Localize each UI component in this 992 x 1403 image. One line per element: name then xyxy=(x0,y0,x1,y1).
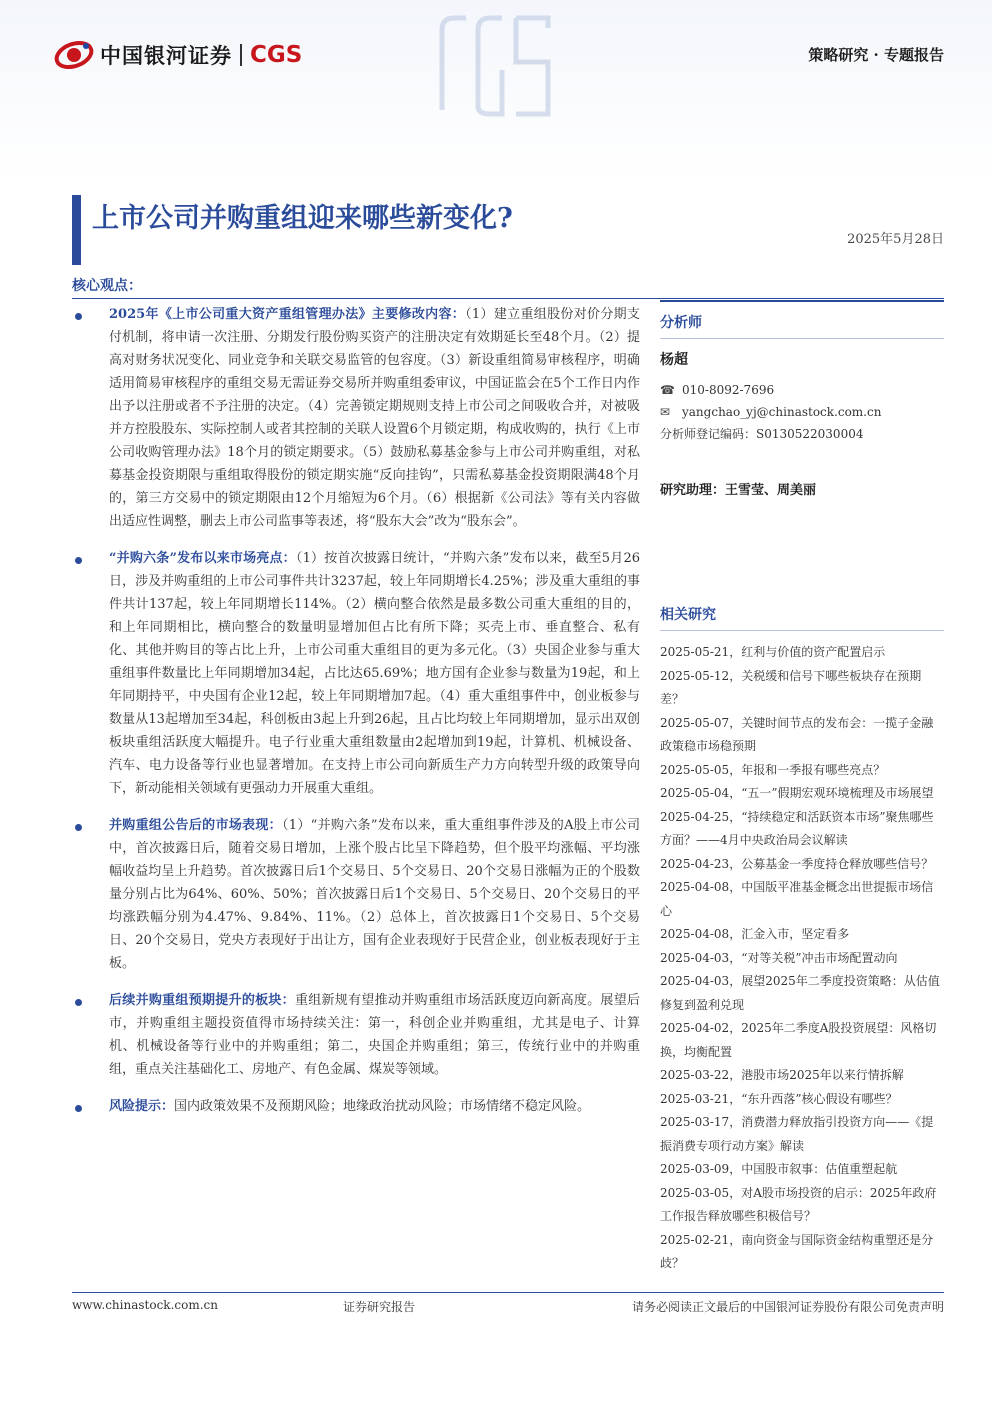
analyst-heading: 分析师 xyxy=(660,315,702,331)
core-view-lead: “并购六条”发布以来市场亮点： xyxy=(109,551,296,566)
analyst-email-address[interactable]: yangchao_yj@chinastock.com.cn xyxy=(682,405,882,419)
footer-disclaimer: 请务必阅读正文最后的中国银河证券股份有限公司免责声明 xyxy=(631,1300,944,1314)
related-research-item[interactable]: 2025-04-23，公募基金一季度持仓释放哪些信号？ xyxy=(660,856,934,871)
mail-icon: ✉ xyxy=(660,405,671,419)
related-research-item[interactable]: 2025-05-05，年报和一季报有哪些亮点？ xyxy=(660,762,886,777)
related-research-item[interactable]: 2025-04-03，展望2025年二季度投资策略：从估值修复到盈利兑现 xyxy=(660,974,940,1012)
core-view-lead: 后续并购重组预期提升的板块： xyxy=(109,993,295,1008)
core-view-item xyxy=(72,814,640,975)
footer-doc-type: 证券研究报告 xyxy=(343,1300,416,1314)
phone-icon: ☎ xyxy=(660,383,675,397)
analyst-name: 杨超 xyxy=(660,352,688,368)
analyst-email xyxy=(660,401,944,423)
core-view-body: （1）“并购六条”发布以来，重大重组事件涉及的A股上市公司中，首次披露日后，随着交易日增加，上涨个股占比呈下降趋势，但个股平均涨幅、平均涨幅收益均呈上升趋势。首次披露日后1个交易日、5个交易日、20个交易日涨幅为正的个股数量分别占比为64%、60%、50%；首次披露日后1个交易日、5个交易日、20个交易日的平均涨跌幅分别为4.47%、9.84%、11%。（2）总体上，首次披露日1个交易日、5个交易日、20个交易日，党央方表现好于出让方，国有企业表现好于民营企业，创业板表现好于主板。 xyxy=(109,818,640,971)
related-research-item[interactable]: 2025-04-08，汇金入市，坚定看多 xyxy=(660,927,850,941)
analyst-phone-number: 010-8092-7696 xyxy=(682,383,775,397)
core-view-item xyxy=(72,547,640,800)
analyst-cert-code: 分析师登记编码：S0130522030004 xyxy=(660,427,864,441)
related-research-item[interactable]: 2025-04-02，2025年二季度A股投资展望：风格切换，均衡配置 xyxy=(660,1021,937,1059)
report-type-label: 策略研究 · 专题报告 xyxy=(808,46,944,64)
report-title: 上市公司并购重组迎来哪些新变化? xyxy=(92,203,513,234)
core-view-body: 国内政策效果不及预期风险；地缘政治扰动风险；市场情绪不稳定风险。 xyxy=(174,1099,591,1114)
analyst-phone xyxy=(660,379,944,401)
brand-name-cn: 中国银河证券 xyxy=(100,44,232,68)
core-view-lead: 2025年《上市公司重大资产重组管理办法》主要修改内容： xyxy=(109,307,466,322)
footer-divider xyxy=(72,1292,944,1293)
brand-logo xyxy=(54,38,302,72)
report-date: 2025年5月28日 xyxy=(847,232,944,247)
core-view-body: 重组新规有望推动并购重组市场活跃度迈向新高度。展望后市，并购重组主题投资值得市场持续关注：第一，科创企业并购重组，尤其是电子、计算机、机械设备等行业中的并购重组；第二，央国企并购重组；第三，传统行业中的并购重组，重点关注基础化工、房地产、有色金属、煤炭等领域。 xyxy=(109,993,640,1077)
related-research-heading: 相关研究 xyxy=(660,607,716,623)
related-research-item[interactable]: 2025-03-17，消费潜力释放指引投资方向——《提振消费专项行动方案》解读 xyxy=(660,1115,934,1153)
sidebar xyxy=(660,300,944,1276)
related-research-item[interactable]: 2025-04-25，“持续稳定和活跃资本市场”聚焦哪些方面？——4月中央政治局会议解读 xyxy=(660,809,934,847)
bullet-icon xyxy=(75,999,82,1006)
core-view-lead: 并购重组公告后的市场表现： xyxy=(109,818,282,833)
galaxy-logo-icon xyxy=(54,38,94,72)
related-research-item[interactable]: 2025-03-09，中国股市叙事：估值重塑起航 xyxy=(660,1162,898,1176)
related-research-item[interactable]: 2025-03-05，对A股市场投资的启示：2025年政府工作报告释放哪些积极信号？ xyxy=(660,1185,937,1223)
core-views-content xyxy=(72,303,640,1132)
research-assistants: 研究助理：王雪莹、周美丽 xyxy=(660,483,817,498)
bullet-icon xyxy=(75,313,82,320)
footer-website[interactable]: www.chinastock.com.cn xyxy=(72,1298,218,1312)
section-divider xyxy=(72,298,944,299)
bullet-icon xyxy=(75,1105,82,1112)
core-view-item xyxy=(72,989,640,1081)
related-research-item[interactable]: 2025-03-21，“东升西落”核心假设有哪些？ xyxy=(660,1091,898,1106)
related-research-item[interactable]: 2025-05-12，关税缓和信号下哪些板块存在预期差？ xyxy=(660,668,922,706)
bullet-icon xyxy=(75,557,82,564)
related-research-item[interactable]: 2025-04-03，“对等关税”冲击市场配置动向 xyxy=(660,950,898,965)
related-research-item[interactable]: 2025-03-22，港股市场2025年以来行情拆解 xyxy=(660,1068,904,1082)
related-research-item[interactable]: 2025-02-21，南向资金与国际资金结构重塑还是分歧？ xyxy=(660,1232,934,1270)
related-research-item[interactable]: 2025-05-04，“五一”假期宏观环境梳理及市场展望 xyxy=(660,786,934,800)
bullet-icon xyxy=(75,824,82,831)
core-view-item xyxy=(72,1095,640,1118)
brand-name-en: CGS xyxy=(250,42,303,68)
title-accent-bar xyxy=(72,195,81,265)
core-view-body: （1）按首次披露日统计，“并购六条”发布以来，截至5月26日，涉及并购重组的上市公司事件共计3237起，较上年同期增长4.25%；涉及重大重组的事件共计137起，较上年同期增长114%。（2）横向整合依然是最多数公司重大重组的目的，和上年同期相比，横向整合的数量明显增加但占比有所下降；买壳上市、垂直整合、私有化、其他并购目的等占比上升，上市公司重大重组目的更为多元化。（3）央国企业参与重大重组事件数量比上年同期增加34起，占比达65.69%；地方国有企业参与数量为19起，和上年同期持平，中央国有企业12起，较上年同期增加7起。（4）重大重组事件中，创业板参与数量从13起增加至34起，科创板由3起上升到26起，且占比均较上年同期增加，显示出双创板块重组活跃度大幅提升。电子行业重大重组数量由2起增加到19起，计算机、机械设备、汽车、电力设备等行业也显著增加。在支持上市公司向新质生产力方向转型升级的政策导向下，新动能相关领域有更强动力开展重大重组。 xyxy=(109,551,640,796)
brand-separator xyxy=(240,44,242,66)
related-research-item[interactable]: 2025-05-07，关键时间节点的发布会：一揽子金融政策稳市场稳预期 xyxy=(660,715,934,753)
core-view-body: （1）建立重组股份对价分期支付机制，将申请一次注册、分期发行股份购买资产的注册决定有效期延长至48个月。（2）提高对财务状况变化、同业竞争和关联交易监管的包容度。（3）新设重组简易审核程序，明确适用简易审核程序的重组交易无需证券交易所并购重组委审议，中国证监会在5个工作日内作出予以注册或者不予注册的决定。（4）完善锁定期规则支持上市公司之间吸收合并，对被吸并方控股股东、实际控制人或者其控制的关联人设置6个月锁定期，构成收购的，执行《上市公司收购管理办法》18个月的锁定期要求。（5）鼓励私募基金参与上市公司并购重组，对私募基金投资期限与重组取得股份的锁定期实施“反向挂钩”，只需私募基金投资期限满48个月的，第三方交易中的锁定期限由12个月缩短为6个月。（6）根据新《公司法》等有关内容做出适应性调整，删去上市公司监事等表述，将“股东大会”改为“股东会”。 xyxy=(109,307,640,529)
related-research-item[interactable]: 2025-04-08，中国版平准基金概念出世提振市场信心 xyxy=(660,880,934,918)
sidebar-thin-divider xyxy=(660,338,944,339)
core-view-item xyxy=(72,303,640,533)
core-view-lead: 风险提示： xyxy=(109,1099,175,1114)
related-research-item[interactable]: 2025-05-21，红利与价值的资产配置启示 xyxy=(660,645,886,659)
cgs-watermark-graphic xyxy=(432,10,562,120)
related-research xyxy=(660,594,944,1276)
sidebar-thin-divider xyxy=(660,630,944,631)
core-views-label: 核心观点： xyxy=(72,278,142,294)
